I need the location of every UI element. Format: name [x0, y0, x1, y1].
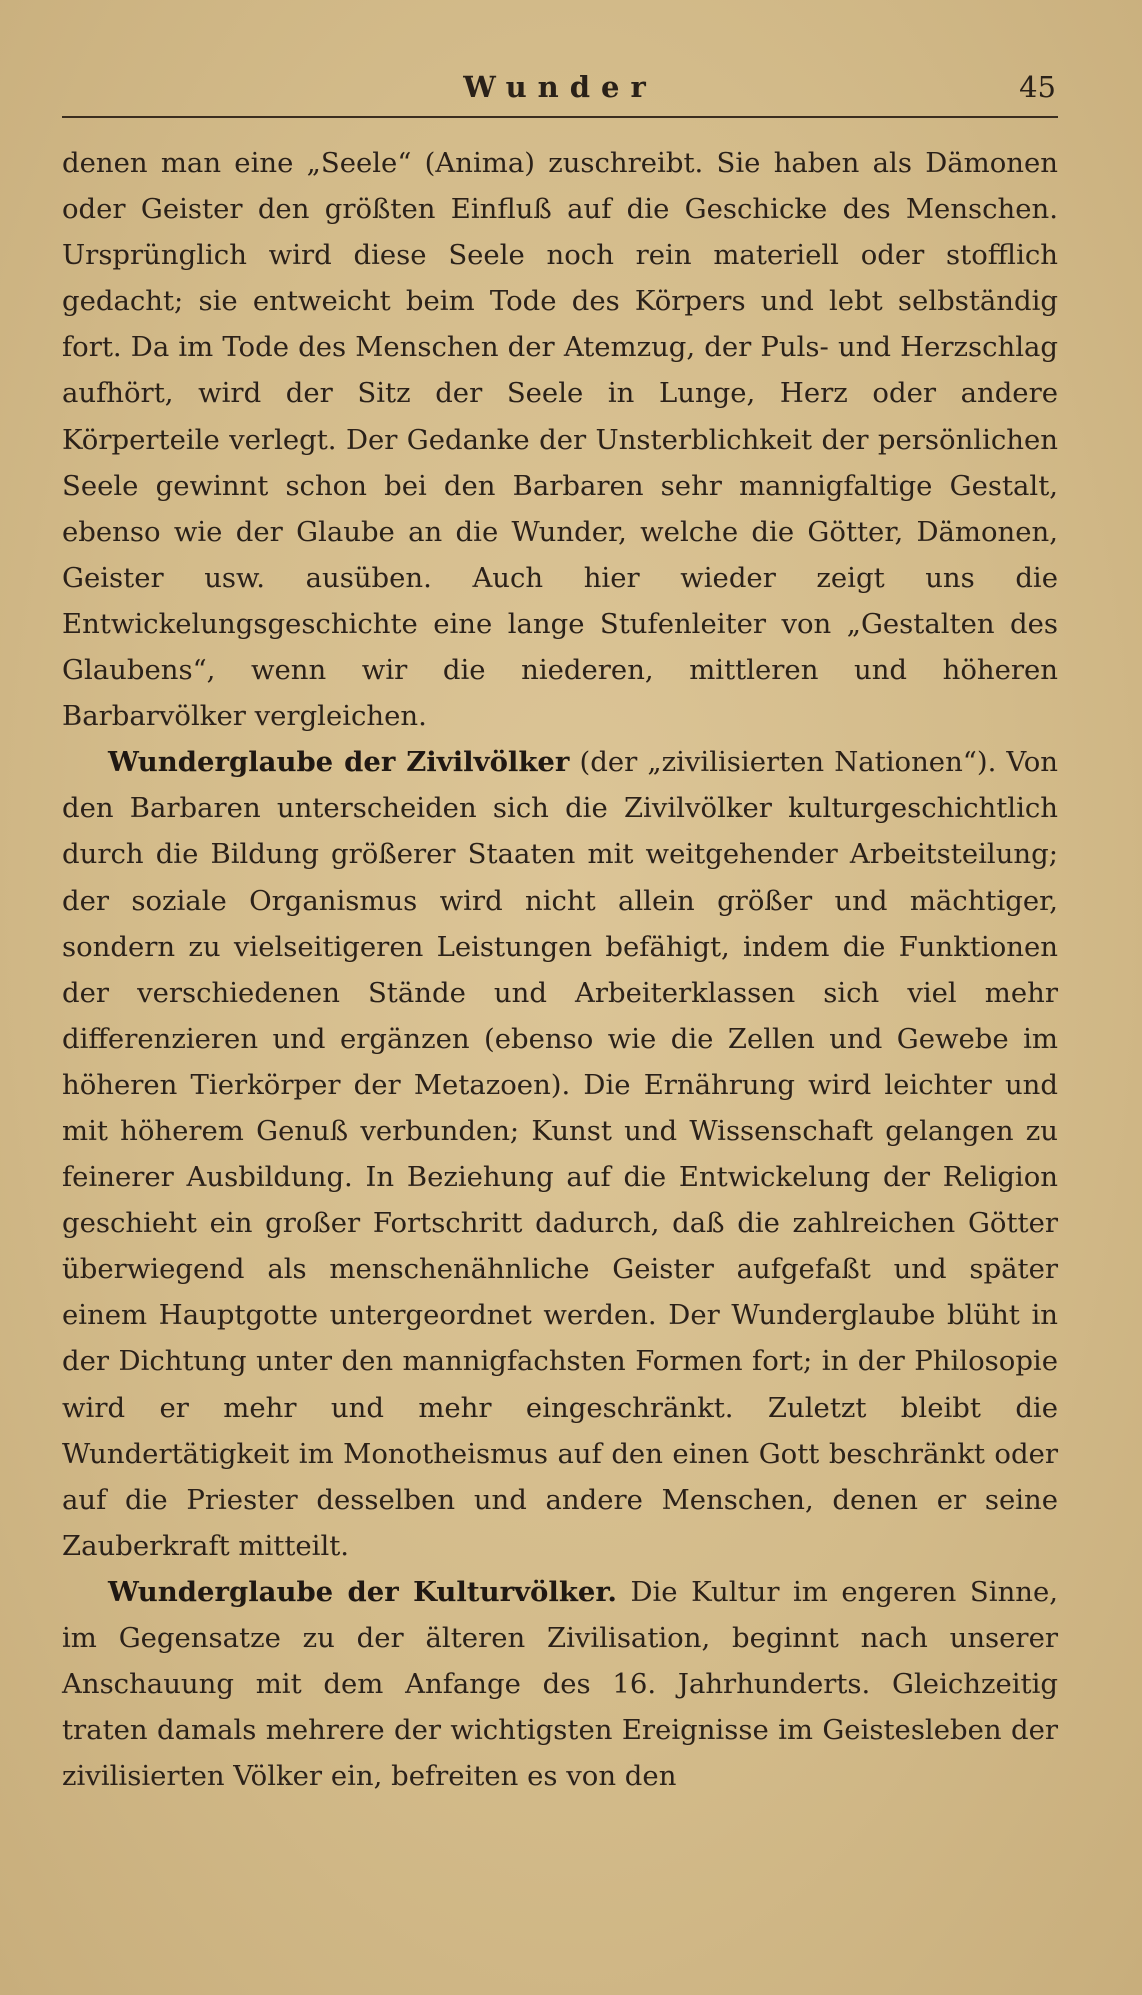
paragraph-text: (der „zivilisierten Nationen“). Von den Barbaren unterscheiden sich die Zivilvölker kulturgeschichtlich durch die Bildung größerer Staaten mit weitgehender Arbeitsteilung; der soziale Organismus wird nicht allein größer und mächtiger, sondern zu vielseitigeren Leistungen befähigt, indem die Funktionen der verschiedenen Stände und Arbeiterklassen sich viel mehr differenzieren und ergänzen (ebenso wie die Zellen und Gewebe im höheren Tierkörper der Metazoen). Die Ernährung wird leichter und mit höherem Genuß verbunden; Kunst und Wissenschaft gelangen zu feinerer Ausbildung. In Beziehung auf die Entwickelung der Religion geschieht ein großer Fortschritt dadurch, daß die zahlreichen Götter überwiegend als menschenähnliche Geister aufgefaßt und später einem Hauptgotte untergeordnet werden. Der Wunderglaube blüht in der Dichtung unter den mannigfachsten Formen fort; in der Philosopie wird er mehr und mehr eingeschränkt. Zuletzt bleibt die Wundertätigkeit im Monotheismus auf den einen Gott beschränkt oder auf die Priester desselben und andere Menschen, denen er seine Zauberkraft mitteilt. [62, 746, 1058, 1562]
section-heading: Wunderglaube der Kulturvölker. [108, 1575, 617, 1608]
paragraph-text: denen man eine „Seele“ (Anima) zuschreibt. Sie haben als Dämonen oder Geister den größten Einfluß auf die Geschicke des Menschen. Ursprünglich wird diese Seele noch rein materiell oder stofflich gedacht; sie entweicht beim Tode des Körpers und lebt selbständig fort. Da im Tode des Menschen der Atemzug, der Puls- und Herzschlag aufhört, wird der Sitz der Seele in Lunge, Herz oder andere Körperteile verlegt. Der Gedanke der Unsterblichkeit der persönlichen Seele gewinnt schon bei den Barbaren sehr mannigfaltige Gestalt, ebenso wie der Glaube an die Wunder, welche die Götter, Dämonen, Geister usw. ausüben. Auch hier wieder zeigt uns die Entwickelungsgeschichte eine lange Stufenleiter von „Gestalten des Glaubens“, wenn wir die niederen, mittleren und höheren Barbarvölker vergleichen. [62, 147, 1058, 733]
page-header [62, 70, 1058, 114]
page-number: 45 [1019, 70, 1056, 104]
paragraph-text: Die Kultur im engeren Sinne, im Gegensatze zu der älteren Zivilisation, beginnt nach unserer Anschauung mit dem Anfange des 16. Jahrhunderts. Gleichzeitig traten damals mehrere der wichtigsten Ereignisse im Geistesleben der zivilisierten Völker ein, befreiten es von den [62, 1575, 1059, 1793]
header-rule [62, 116, 1058, 118]
body-text [62, 140, 1058, 1799]
running-title: Wunder [463, 70, 657, 104]
section-heading: Wunderglaube der Zivilvölker [108, 746, 570, 779]
paragraph [62, 140, 1058, 739]
paragraph [62, 739, 1058, 1569]
paragraph [62, 1569, 1058, 1799]
